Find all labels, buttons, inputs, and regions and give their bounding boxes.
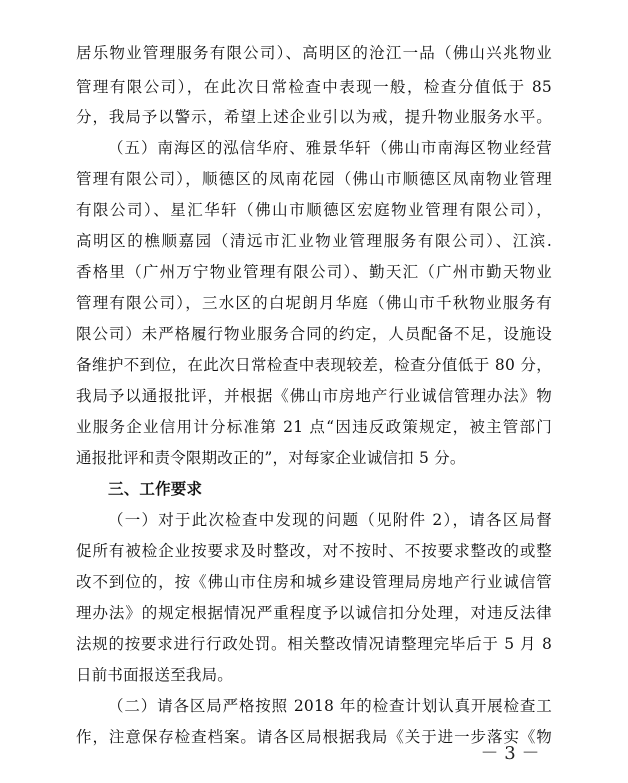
paragraph-line: 居乐物业管理服务有限公司）、高明区的沧江一品（佛山兴兆物业 <box>76 44 552 62</box>
page-number: － 3 － <box>480 743 540 764</box>
paragraph-line: （五）南海区的泓信华府、雅景华轩（佛山市南海区物业经营 <box>108 139 552 157</box>
paragraph-line: 管理有限公司），顺德区的凤南花园（佛山市顺德区凤南物业管理 <box>76 170 552 188</box>
paragraph-line: 业服务企业信用计分标准第 21 点“因违反政策规定，被主管部门 <box>76 418 552 436</box>
paragraph-line: 有限公司）、星汇华轩（佛山市顺德区宏庭物业管理有限公司）， <box>76 201 552 219</box>
paragraph-line: 分，我局予以警示，希望上述企业引以为戒，提升物业服务水平。 <box>76 108 552 126</box>
paragraph-line: 日前书面报送至我局。 <box>76 666 234 684</box>
paragraph-line: 法规的按要求进行行政处罚。相关整改情况请整理完毕后于 5 月 8 <box>76 635 552 653</box>
paragraph-line: 通报批评和责令限期改正的”，对每家企业诚信扣 5 分。 <box>76 449 466 467</box>
paragraph-line: 改不到位的，按《佛山市住房和城乡建设管理局房地产行业诚信管 <box>76 573 552 591</box>
paragraph-line: 高明区的樵顺嘉园（清远市汇业物业管理服务有限公司）、江滨. <box>76 232 552 250</box>
paragraph-line: 我局予以通报批评，并根据《佛山市房地产行业诚信管理办法》物 <box>76 387 552 405</box>
paragraph-line: 管理有限公司），在此次日常检查中表现一般，检查分值低于 85 <box>76 78 552 96</box>
paragraph-line: 理办法》的规定根据情况严重程度予以诚信扣分处理，对违反法律 <box>76 604 552 622</box>
paragraph-line: 香格里（广州万宁物业管理有限公司）、勤天汇（广州市勤天物业 <box>76 263 552 281</box>
paragraph-line: 备维护不到位，在此次日常检查中表现较差，检查分值低于 80 分， <box>76 356 552 374</box>
section-heading: 三、工作要求 <box>108 480 203 498</box>
paragraph-line: （一）对于此次检查中发现的问题（见附件 2），请各区局督 <box>108 511 552 529</box>
paragraph-line: （二）请各区局严格按照 2018 年的检查计划认真开展检查工 <box>108 697 552 715</box>
paragraph-line: 管理有限公司），三水区的白坭朗月华庭（佛山市千秋物业服务有 <box>76 294 552 312</box>
paragraph-line: 促所有被检企业按要求及时整改，对不按时、不按要求整改的或整 <box>76 542 552 560</box>
paragraph-line: 作，注意保存检查档案。请各区局根据我局《关于进一步落实《物 <box>76 728 552 746</box>
paragraph-line: 限公司）未严格履行物业服务合同的约定，人员配备不足，设施设 <box>76 325 552 343</box>
